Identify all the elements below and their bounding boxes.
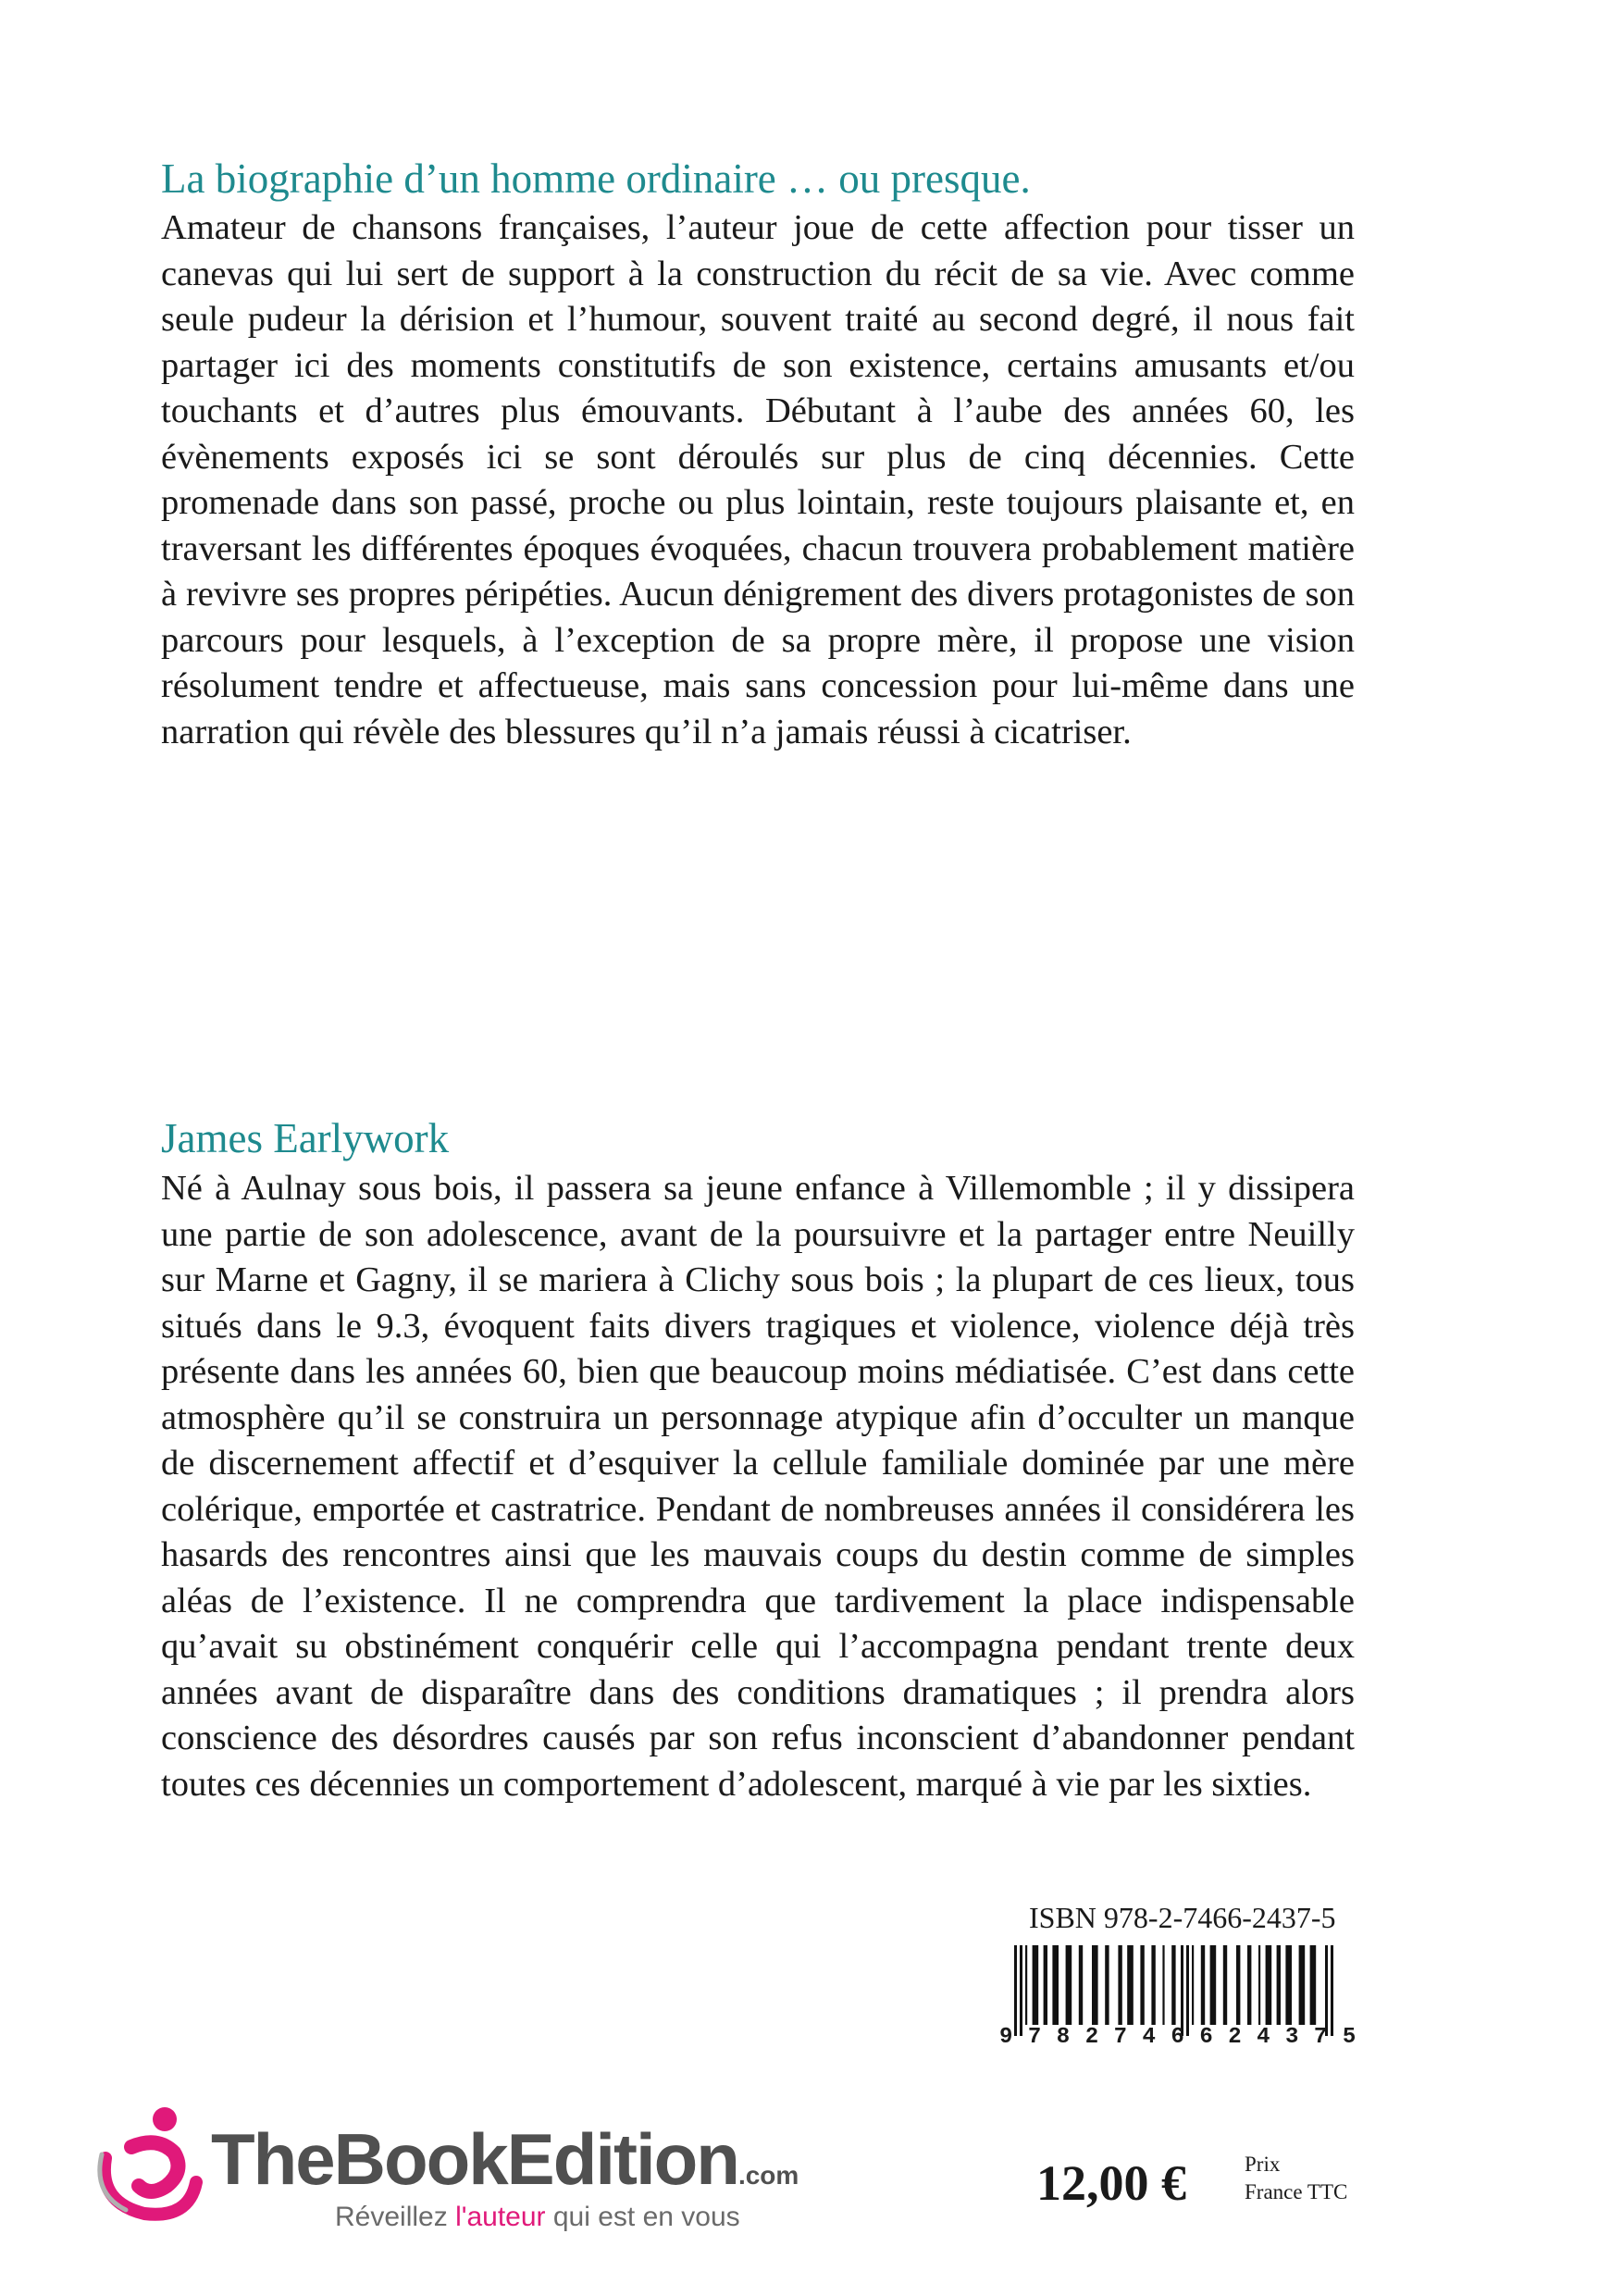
tagline-end: qui est en vous	[545, 2202, 740, 2232]
author-name-heading: James Earlywork	[161, 1115, 450, 1161]
publisher-logo	[89, 2097, 848, 2251]
person-ring-logo-icon	[89, 2101, 207, 2240]
price: 12,00 €	[1036, 2155, 1186, 2211]
author-bio-paragraph: Né à Aulnay sous bois, il passera sa jeune enfance à Villemomble ; il y dissipera une partie de son adolescence, avant de la poursuivre et la partager entre Neuilly sur Marne et Gagny, il se mariera à Clichy sous bois ; la plupart de ces lieux, tous situés dans le 9.3, évoquent faits divers tragiques et violence, violence déjà très présente dans les années 60, bien que beaucoup moins médiatisée. C’est dans cette atmosphère qu’il se construira un personnage atypique afin d’occulter un manque de discernement affectif et d’esquiver la cellule familiale dominée par une mère colérique, emportée et castratrice. Pendant de nombreuses années il considérera les hasards des rencontres ainsi que les mauvais coups du destin comme de simples aléas de l’existence. Il ne comprendra que tardivement la place indispensable qu’avait su obstinément conquérir celle qui l’accompagna pendant trente deux années avant de disparaître dans des conditions dramatiques ; il prendra alors conscience des désordres causés par son refus inconscient d’abandonner pendant toutes ces décennies un comportement d’adolescent, marqué à vie par les sixties.	[161, 1169, 1355, 1804]
barcode-digits: 9782746624375	[999, 2025, 1371, 2050]
summary-paragraph: Amateur de chansons françaises, l’auteur joue de cette affection pour tisser un canevas qui lui sert de support à la construction du récit de sa vie. Avec comme seule pudeur la dérision et l’humour, souvent traité au second degré, il nous fait partager ici des moments constitutifs de son existence, certains amusants et/ou touchants et d’autres plus émouvants. Débutant à l’aube des années 60, les évènements exposés ici se sont déroulés sur plus de cinq décennies. Cette promenade dans son passé, proche ou plus lointain, reste toujours plaisante et, en traversant les différentes époques évoquées, chacun trouvera probablement matière à revivre ses propres péripéties. Aucun dénigrement des divers protagonistes de son parcours pour lesquels, à l’exception de sa propre mère, il propose une vision résolument tendre et affectueuse, mais sans concession pour lui-même dans une narration qui révèle des blessures qu’il n’a jamais réussi à cicatriser.	[161, 208, 1355, 751]
price-note-line-2: France TTC	[1245, 2180, 1348, 2203]
publisher-name: TheBookEdition	[211, 2118, 738, 2200]
barcode-icon	[1010, 1945, 1357, 2036]
isbn-label: ISBN 978-2-7466-2437-5	[1029, 1901, 1336, 1934]
price-note-line-1: Prix	[1245, 2153, 1281, 2176]
price-note	[1245, 2151, 1347, 2206]
publisher-domain-suffix: .com	[737, 2161, 799, 2190]
summary-heading: La biographie d’un homme ordinaire … ou presque.	[161, 155, 1031, 202]
tagline-accent: l'auteur	[455, 2202, 546, 2232]
tagline-start: Réveillez	[335, 2202, 456, 2232]
publisher-tagline	[335, 2201, 740, 2234]
